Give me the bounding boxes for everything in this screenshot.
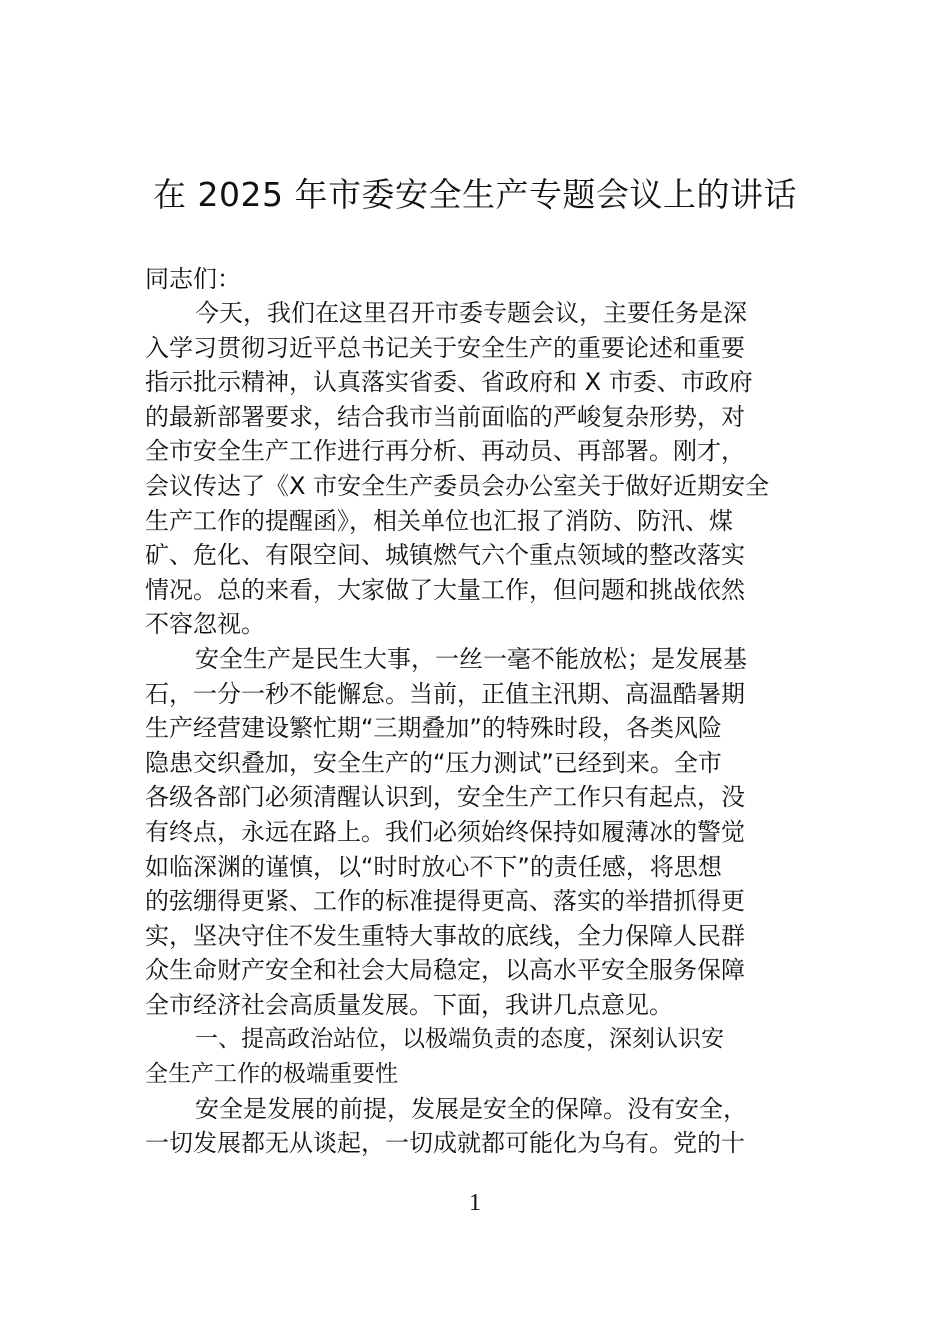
text-line: 生产经营建设繁忙期“三期叠加”的特殊时段，各类风险: [145, 714, 722, 743]
document-body: [145, 296, 815, 1161]
text-line: 石，一分一秒不能懈怠。当前，正值主汛期、高温酷暑期: [145, 679, 745, 708]
text-line: 矿、危化、有限空间、城镇燃气六个重点领域的整改落实: [145, 541, 745, 570]
text-line: 全市安全生产工作进行再分析、再动员、再部署。刚才，: [145, 437, 745, 466]
text-line: 全市经济社会高质量发展。下面，我讲几点意见。: [145, 990, 673, 1019]
text-line: 各级各部门必须清醒认识到，安全生产工作只有起点，没: [145, 783, 745, 812]
section-heading-line: 一、提高政治站位，以极端负责的态度，深刻认识安: [195, 1026, 724, 1053]
text-line: 安全生产是民生大事，一丝一毫不能放松；是发展基: [195, 644, 747, 673]
text-line: 有终点，永远在路上。我们必须始终保持如履薄冰的警觉: [145, 817, 745, 846]
document-title: 在 2025 年市委安全生产专题会议上的讲话: [153, 175, 797, 214]
text-line: 众生命财产安全和社会大局稳定，以高水平安全服务保障: [145, 956, 745, 985]
text-line: 的弦绷得更紧、工作的标准提得更高、落实的举措抓得更: [145, 887, 745, 916]
text-line: 一切发展都无从谈起，一切成就都可能化为乌有。党的十: [145, 1129, 745, 1158]
text-line: 今天，我们在这里召开市委专题会议，主要任务是深: [195, 299, 747, 327]
text-line: 不容忽视。: [145, 610, 265, 639]
text-line: 情况。总的来看，大家做了大量工作，但问题和挑战依然: [145, 575, 745, 604]
text-line: 实，坚决守住不发生重特大事故的底线，全力保障人民群: [145, 921, 745, 950]
section-heading-line: 全生产工作的极端重要性: [145, 1061, 398, 1088]
text-line: 指示批示精神，认真落实省委、省政府和 X 市委、市政府: [145, 368, 753, 397]
text-line: 入学习贯彻习近平总书记关于安全生产的重要论述和重要: [145, 333, 745, 362]
text-line: 如临深渊的谨慎，以“时时放心不下”的责任感，将思想: [145, 852, 722, 881]
text-line: 安全是发展的前提，发展是安全的保障。没有安全，: [195, 1094, 747, 1123]
text-line: 的最新部署要求，结合我市当前面临的严峻复杂形势，对: [145, 402, 745, 431]
text-line: 生产工作的提醒函》，相关单位也汇报了消防、防汛、煤: [145, 506, 733, 535]
text-line: 隐患交织叠加，安全生产的“压力测试”已经到来。全市: [145, 748, 722, 777]
page-number: 1: [469, 1190, 481, 1216]
salutation: 同志们：: [145, 265, 241, 293]
text-line: 会议传达了《X 市安全生产委员会办公室关于做好近期安全: [145, 471, 770, 500]
